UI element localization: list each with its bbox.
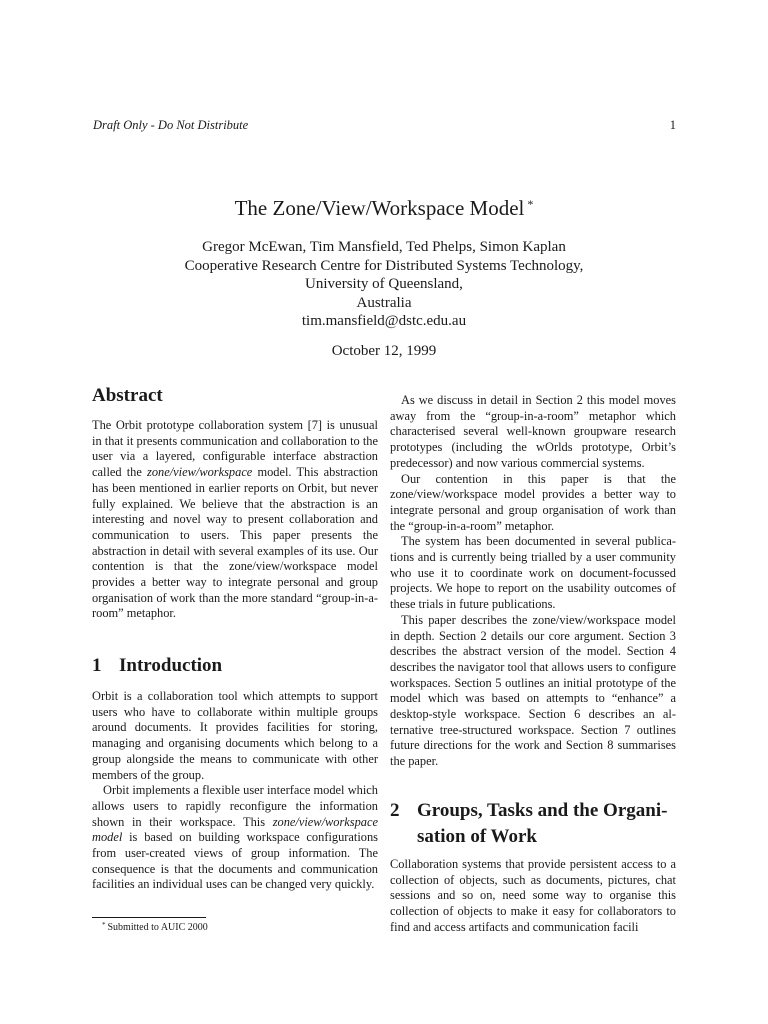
introduction-body [92, 689, 378, 893]
title-footnote-mark: * [527, 197, 534, 211]
author-university: University of Queensland, [305, 276, 463, 292]
running-header: Draft Only - Do Not Distribute [93, 118, 249, 132]
right-paragraph-2: Our contention in this paper is that the zone/view/workspace model provides a better way to integrate personal and group organisation of work than the “group-in-a-room” metaphor. [390, 471, 676, 533]
paper-date: October 12, 1999 [331, 343, 437, 359]
section2-heading [390, 798, 676, 850]
paper-title [0, 196, 768, 221]
author-email: tim.mansfield@dstc.edu.au [301, 313, 467, 329]
abstract-emphasis: zone/view/workspace [147, 465, 253, 480]
footnote [102, 921, 208, 933]
right-paragraph-1: As we discuss in detail in Section 2 this model moves away from the “group-in-a-room” metaphor which characterised several well-known groupware research prototypes (including the wOrlds prototype, Orbit’s predecessor) and now various commercial systems. [390, 393, 676, 470]
introduction-paragraph-1: Orbit is a collaboration tool which attempts to support users who have to collaborate within multiple groups around documents. It provides facilities for storing, managing and organising documents which belong to a group alongside the means to communicate with other members of the group. [92, 689, 378, 782]
introduction-title: Introduction [119, 655, 223, 676]
section2-body [390, 857, 676, 936]
abstract-paragraph [92, 418, 378, 622]
introduction-number: 1 [92, 655, 102, 676]
right-paragraph-4: This paper describes the zone/view/workspace model in depth. Section 2 details our core argument. Section 3 describes the abstract version of the model. Section 4 describes the navigator tool that allows users to configure workspaces. Section 5 outlines an initial prototype of the model which was based on attempts to “enhance” a desktop-style workspace. Section 6 describes an alternative tree-structured workspace. Section 7 outlines future directions for the work and Section 8 summarises the paper. [390, 612, 676, 769]
section2-paragraph-1: Collaboration systems that provide persistent access to a collection of objects, such as documents, pictures, chat sessions and so on, need some way to organise this collection of objects to make it easy for collaborators to find and access artifacts and communication facili [390, 857, 676, 934]
paper-title-text: The Zone/View/Workspace Model [234, 196, 525, 220]
right-column-body [390, 393, 676, 770]
section2-title: Groups, Tasks and the Organisation of Work [417, 800, 668, 847]
author-country: Australia [356, 294, 412, 311]
section2-number: 2 [390, 800, 400, 821]
intro-p2-text-1: Orbit implements a flexible user interface model which allows users to rapidly reconfigure the information shown in their workspace. This [92, 783, 378, 829]
intro-p2-emphasis: zone/view/workspace model [92, 814, 378, 845]
abstract-text-1: The Orbit prototype collaboration system [7] is unusual in that it presents communication and collaboration to the user via a layered, configurable interface abstraction called the [92, 418, 378, 480]
author-affiliation: Cooperative Research Centre for Distributed Systems Technology, [184, 257, 584, 274]
footnote-text: Submitted to AUIC 2000 [107, 922, 208, 933]
author-names: Gregor McEwan, Tim Mansfield, Ted Phelps, Simon Kaplan [202, 239, 566, 255]
author-block [0, 238, 768, 331]
abstract-text-2: model. This abstraction has been mentioned in earlier reports on Orbit, but never fully explained. We believe that the abstraction is an interesting and novel way to present collaboration and communication to users. This paper presents the abstraction in detail with several examples of its use. Our contention is that the zone/view/workspace model provides a better way to integrate personal and group organisation of work than the more standard “group-in-a-room” metaphor. [92, 465, 378, 621]
abstract-heading: Abstract [92, 385, 163, 406]
introduction-heading [92, 655, 378, 677]
intro-p2-text-2: is based on building workspace configurations from user-created views of group information. The consequence is that the documents and communication facilities an individual uses can be changed very quickly. [92, 830, 378, 892]
footnote-rule [92, 917, 206, 918]
page-number: 1 [669, 118, 676, 132]
right-paragraph-3: The system has been documented in several publications and is currently being trialled by a user community who use it to coordinate work on document-focussed projects. We hope to report on the usability outcomes of these trials in future publications. [390, 534, 676, 612]
introduction-paragraph-2 [92, 783, 378, 893]
abstract-body [92, 418, 378, 622]
footnote-mark: * [102, 921, 106, 929]
